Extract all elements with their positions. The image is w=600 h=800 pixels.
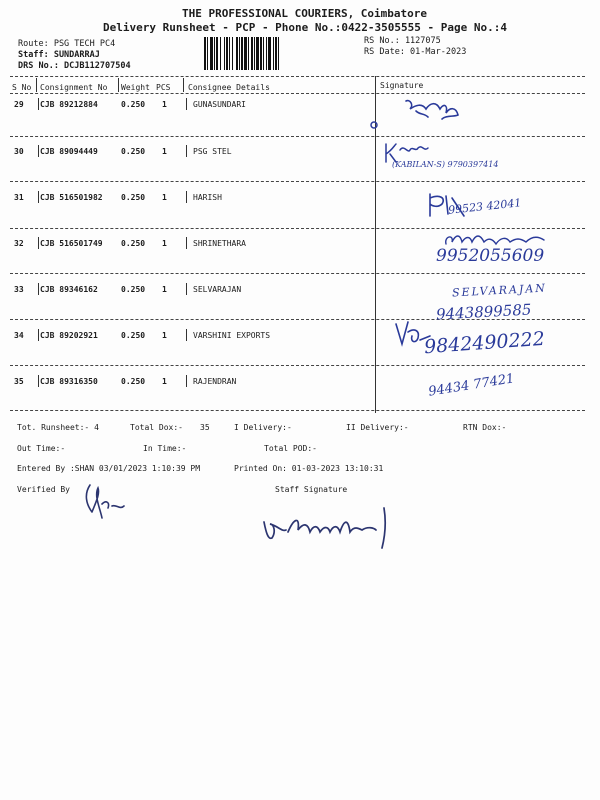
row-consignment: CJB 516501982 <box>40 193 103 202</box>
table-bottom-rule <box>10 410 585 411</box>
row-consignee: GUNASUNDARI <box>193 100 246 109</box>
col-signature: Signature <box>380 81 424 90</box>
row33-handwriting: SELVARAJAN <box>451 281 548 300</box>
printed-on: Printed On: 01-03-2023 13:10:31 <box>234 464 384 473</box>
row-weight: 0.250 <box>121 331 146 340</box>
entered-by: Entered By :SHAN 03/01/2023 1:10:39 PM <box>17 464 201 473</box>
in-time: In Time:- <box>143 444 187 453</box>
row-divider <box>186 283 187 295</box>
col-divider <box>118 78 119 92</box>
row-divider <box>186 329 187 341</box>
row30-handwriting: (KABILAN-S) 9790397414 <box>392 160 499 169</box>
row32-handwriting: 9952055609 <box>436 246 545 266</box>
table-header-rule <box>10 93 585 94</box>
row35-handwriting: 94434 77421 <box>427 371 516 400</box>
row-consignment: CJB 89094449 <box>40 147 98 156</box>
col-consignee: Consignee Details <box>188 83 270 92</box>
row-sno: 31 <box>14 193 24 202</box>
row-consignee: PSG STEL <box>193 147 232 156</box>
route-label: Route: PSG TECH PC4 <box>18 39 116 49</box>
tot-runsheet: Tot. Runsheet:- 4 <box>17 423 99 432</box>
staff-signature <box>258 502 408 552</box>
row29-signature <box>366 95 486 135</box>
col-weight: Weight <box>121 83 150 92</box>
i-delivery: I Delivery:- <box>234 423 292 432</box>
col-sno: S No <box>12 83 32 92</box>
row-weight: 0.250 <box>121 100 146 109</box>
row-sno: 29 <box>14 100 24 109</box>
row-consignee: VARSHINI EXPORTS <box>193 331 271 340</box>
rtn-dox: RTN Dox:- <box>463 423 507 432</box>
row-divider <box>186 98 187 110</box>
row31-handwriting: 99523 42041 <box>447 196 522 217</box>
row-divider <box>38 375 39 387</box>
row-divider <box>186 191 187 203</box>
row-consignee: SELVARAJAN <box>193 285 242 294</box>
row-weight: 0.250 <box>121 285 146 294</box>
row-divider <box>38 98 39 110</box>
row-sno: 34 <box>14 331 24 340</box>
row-pcs: 1 <box>162 285 167 294</box>
row34-handwriting: 9443899585 <box>435 300 532 324</box>
drs-label: DRS No.: DCJB112707504 <box>18 61 131 71</box>
staff-label: Staff: SUNDARRAJ <box>18 50 100 60</box>
row-weight: 0.250 <box>121 193 146 202</box>
row-sno: 30 <box>14 147 24 156</box>
row-pcs: 1 <box>162 147 167 156</box>
row-consignment: CJB 89316350 <box>40 377 98 386</box>
row-sno: 35 <box>14 377 24 386</box>
row34-handwriting-2: 9842490222 <box>423 327 546 359</box>
row-pcs: 1 <box>162 331 167 340</box>
row-separator <box>10 181 585 182</box>
row-divider <box>186 145 187 157</box>
total-dox-value: 35 <box>200 423 210 432</box>
col-pcs: PCS <box>156 83 171 92</box>
row-divider <box>38 329 39 341</box>
row-divider <box>38 145 39 157</box>
row-sno: 33 <box>14 285 24 294</box>
rs-date: RS Date: 01-Mar-2023 <box>364 47 467 57</box>
row-separator <box>10 136 585 137</box>
row-consignment: CJB 89212884 <box>40 100 98 109</box>
out-time: Out Time:- <box>17 444 66 453</box>
staff-signature-label: Staff Signature <box>275 485 348 494</box>
rs-no: RS No.: 1127075 <box>364 36 441 46</box>
row-divider <box>186 375 187 387</box>
row-divider <box>38 283 39 295</box>
row-separator <box>10 365 585 366</box>
row-consignment: CJB 89202921 <box>40 331 98 340</box>
col-consignment: Consignment No <box>40 83 108 92</box>
company-name: THE PROFESSIONAL COURIERS, Coimbatore <box>182 7 428 20</box>
row-consignee: SHRINETHARA <box>193 239 246 248</box>
row-consignee: HARISH <box>193 193 222 202</box>
runsheet-subtitle: Delivery Runsheet - PCP - Phone No.:0422-3505555 - Page No.:4 <box>103 21 507 34</box>
row-pcs: 1 <box>162 377 167 386</box>
barcode-bar <box>279 37 282 70</box>
total-pod: Total POD:- <box>264 444 317 453</box>
row-weight: 0.250 <box>121 239 146 248</box>
row-weight: 0.250 <box>121 377 146 386</box>
row-consignment: CJB 89346162 <box>40 285 98 294</box>
row-sno: 32 <box>14 239 24 248</box>
table-top-rule <box>10 76 585 77</box>
row-separator <box>10 273 585 274</box>
row-consignment: CJB 516501749 <box>40 239 103 248</box>
row-consignee: RAJENDRAN <box>193 377 237 386</box>
row-divider <box>38 191 39 203</box>
row-pcs: 1 <box>162 239 167 248</box>
row-divider <box>186 237 187 249</box>
col-divider <box>183 78 184 92</box>
total-dox-label: Total Dox:- <box>130 423 183 432</box>
row-weight: 0.250 <box>121 147 146 156</box>
col-divider <box>36 78 37 92</box>
verified-by: Verified By <box>17 485 70 494</box>
row-pcs: 1 <box>162 193 167 202</box>
row-pcs: 1 <box>162 100 167 109</box>
barcode-icon <box>204 37 354 70</box>
verifier-signature <box>80 482 130 522</box>
ii-delivery: II Delivery:- <box>346 423 409 432</box>
row-divider <box>38 237 39 249</box>
